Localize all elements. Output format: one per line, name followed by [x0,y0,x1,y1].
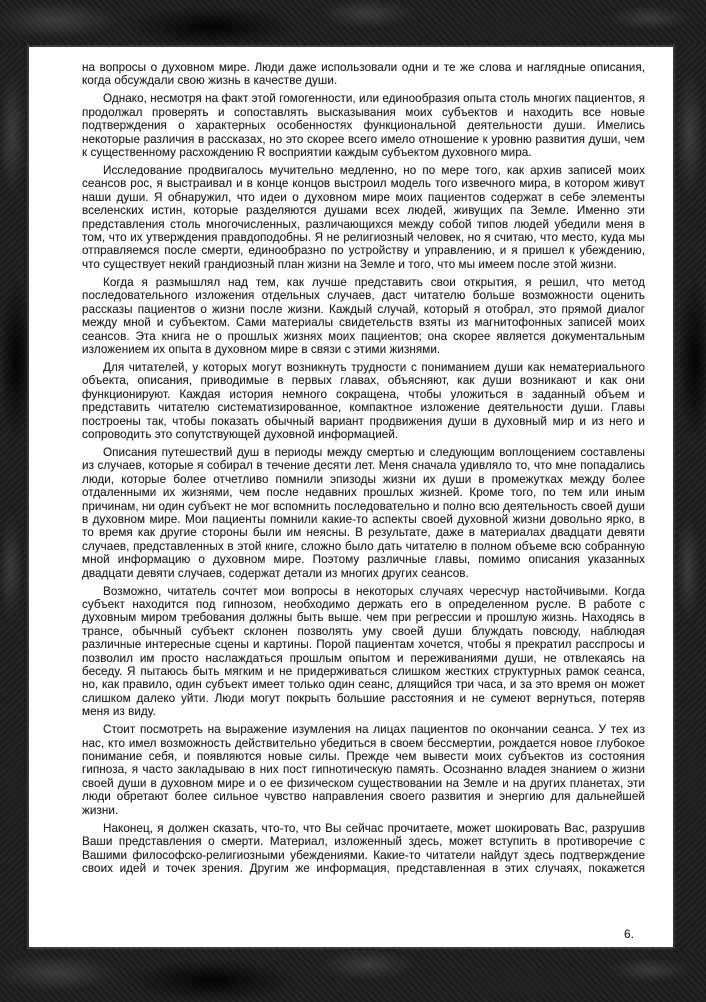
scan-border-right [673,43,706,949]
scan-border-left [0,43,29,949]
scan-border-bottom [0,947,706,1002]
page-text [82,61,645,875]
paragraph: Для читателей, у которых могут возникнуть трудности с пониманием души как нематериального объекта, описания, приводимые в первых главах, объясняют, как души возникают и как они функционируют. Каждая история немного сокращена, чтобы уложиться в заданный объем и представить читателю систематизированное, компактное изложение деятельности души. Главы построены так, чтобы показать обычный вариант продвижения души в духовный мир и из него и сопроводить это сопутствующей духовной информацией. [82,360,645,441]
scan-border-top [0,0,706,47]
paragraph: Исследование продвигалось мучительно медленно, но по мере того, как архив записей моих сеансов рос, я выстраивал и в конце концов выстроил модель того извечного мира, в котором живут наши души. Я обнаружил, что идеи о духовном мире моих пациентов содержат в себе элементы вселенских истин, которые разделяются душами всех людей, живущих па Земле. Именно эти представления столь многочисленных, различающихся между собой типов людей убедили меня в том, что их утверждения правдоподобны. Я не религиозный человек, но я считаю, что место, куда мы отправляемся после смерти, единообразно по устройству и управлению, и я пришел к убеждению, что существует некий грандиозный план жизни на Земле и того, что мы имеем после этой жизни. [82,164,645,271]
paragraph: Описания путешествий душ в периоды между смертью и следующим воплощением составлены из случаев, которые я собирал в течение десяти лет. Меня сначала удивляло то, что мне попадались люди, которые более отчетливо помнили эпизоды жизни их души в промежутках между более отдаленными их жизнями, чем после недавних прошлых жизней. Кроме того, по тем или иным причинам, ни один субъект не мог вспомнить последовательно и полно всю деятельность своей души в духовном мире. Мои пациенты помнили какие-то аспекты своей духовной жизни довольно ярко, в то время как другие стороны были им неясны. В результате, даже в материалах двадцати девяти случаев, представленных в этой книге, сложно было дать читателю в полном объеме всю собранную мной информацию о духовном мире. Поэтому различные главы, помимо описания указанных двадцати девяти случаев, содержат детали из многих других сеансов. [82,445,645,580]
paragraph: Когда я размышлял над тем, как лучше представить свои открытия, я решил, что метод последовательного изложения отдельных случаев, даст читателю больше возможности оценить рассказы пациентов о жизни после жизни. Каждый случай, который я отобрал, это прямой диалог между мной и субъектом. Сами материалы свидетельств взяты из магнитофонных записей моих сеансов. Эта книга не о прошлых жизнях моих пациентов; она скорее является документальным изложением их опыта в духовном мире в связи с этими жизнями. [82,275,645,356]
paragraph: на вопросы о духовном мире. Люди даже использовали одни и те же слова и наглядные описания, когда обсуждали свою жизнь в качестве души. [82,61,645,88]
paragraph: Возможно, читатель сочтет мои вопросы в некоторых случаях чересчур настойчивыми. Когда субъект находится под гипнозом, необходимо держать его в определенном русле. В работе с духовным миром требования должны быть выше. чем при регрессии и прошлую жизнь. Находясь в трансе, обычный субъект склонен позволять уму своей души блуждать повсюду, наблюдая различные интересные сцены и картины. Порой пациентам хочется, чтобы я прекратил расспросы и позволил им просто наслаждаться прошлым опытом и переживаниями души, не отвлекаясь на беседу. Я пытаюсь быть мягким и не придерживаться слишком жестких структурных рамок сеанса, но, как правило, один субъект имеет только один сеанс, длящийся три часа, и за это время он может слишком далеко уйти. Люди могут покрыть большие расстояния и не сумеют вернуться, потеряв меня из виду. [82,584,645,719]
paragraph: Стоит посмотреть на выражение изумления на лицах пациентов по окончании сеанса. У тех из нас, кто имел возможность действительно убедиться в своем бессмертии, рождается новое глубокое понимание себя, и появляются новые силы. Прежде чем вывести моих субъектов из состояния гипноза, я часто закладываю в них пост гипнотическую память. Осознанно владея знанием о жизни своей души в духовном мире и о ее физическом существовании на Земле и на других планетах, эти люди обретают более сильное чувство направления своего развития и энергию для дальнейшей жизни. [82,723,645,817]
page-number: 6. [624,927,635,941]
paragraph: Наконец, я должен сказать, что-то, что Вы сейчас прочитаете, может шокировать Вас, разрушив Ваши представления о смерти. Материал, изложенный здесь, может вступить в противоречие с Вашими философско-религиозными убеждениями. Какие-то читатели найдут здесь подтверждение своих идей и точек зрения. Другим же информация, представленная в этих случаях, покажется [82,821,645,875]
paragraph: Однако, несмотря на факт этой гомогенности, или единообразия опыта столь многих пациентов, я продолжал проверять и сопоставлять высказывания моих субъектов и находить все новые подтверждения о характерных особенностях функциональной деятельности души. Имелись некоторые различия в рассказах, но это скорее всего имело отношение к уровню развития души, чем к существенному расхождению R восприятии каждым субъектом духовного мира. [82,92,645,160]
